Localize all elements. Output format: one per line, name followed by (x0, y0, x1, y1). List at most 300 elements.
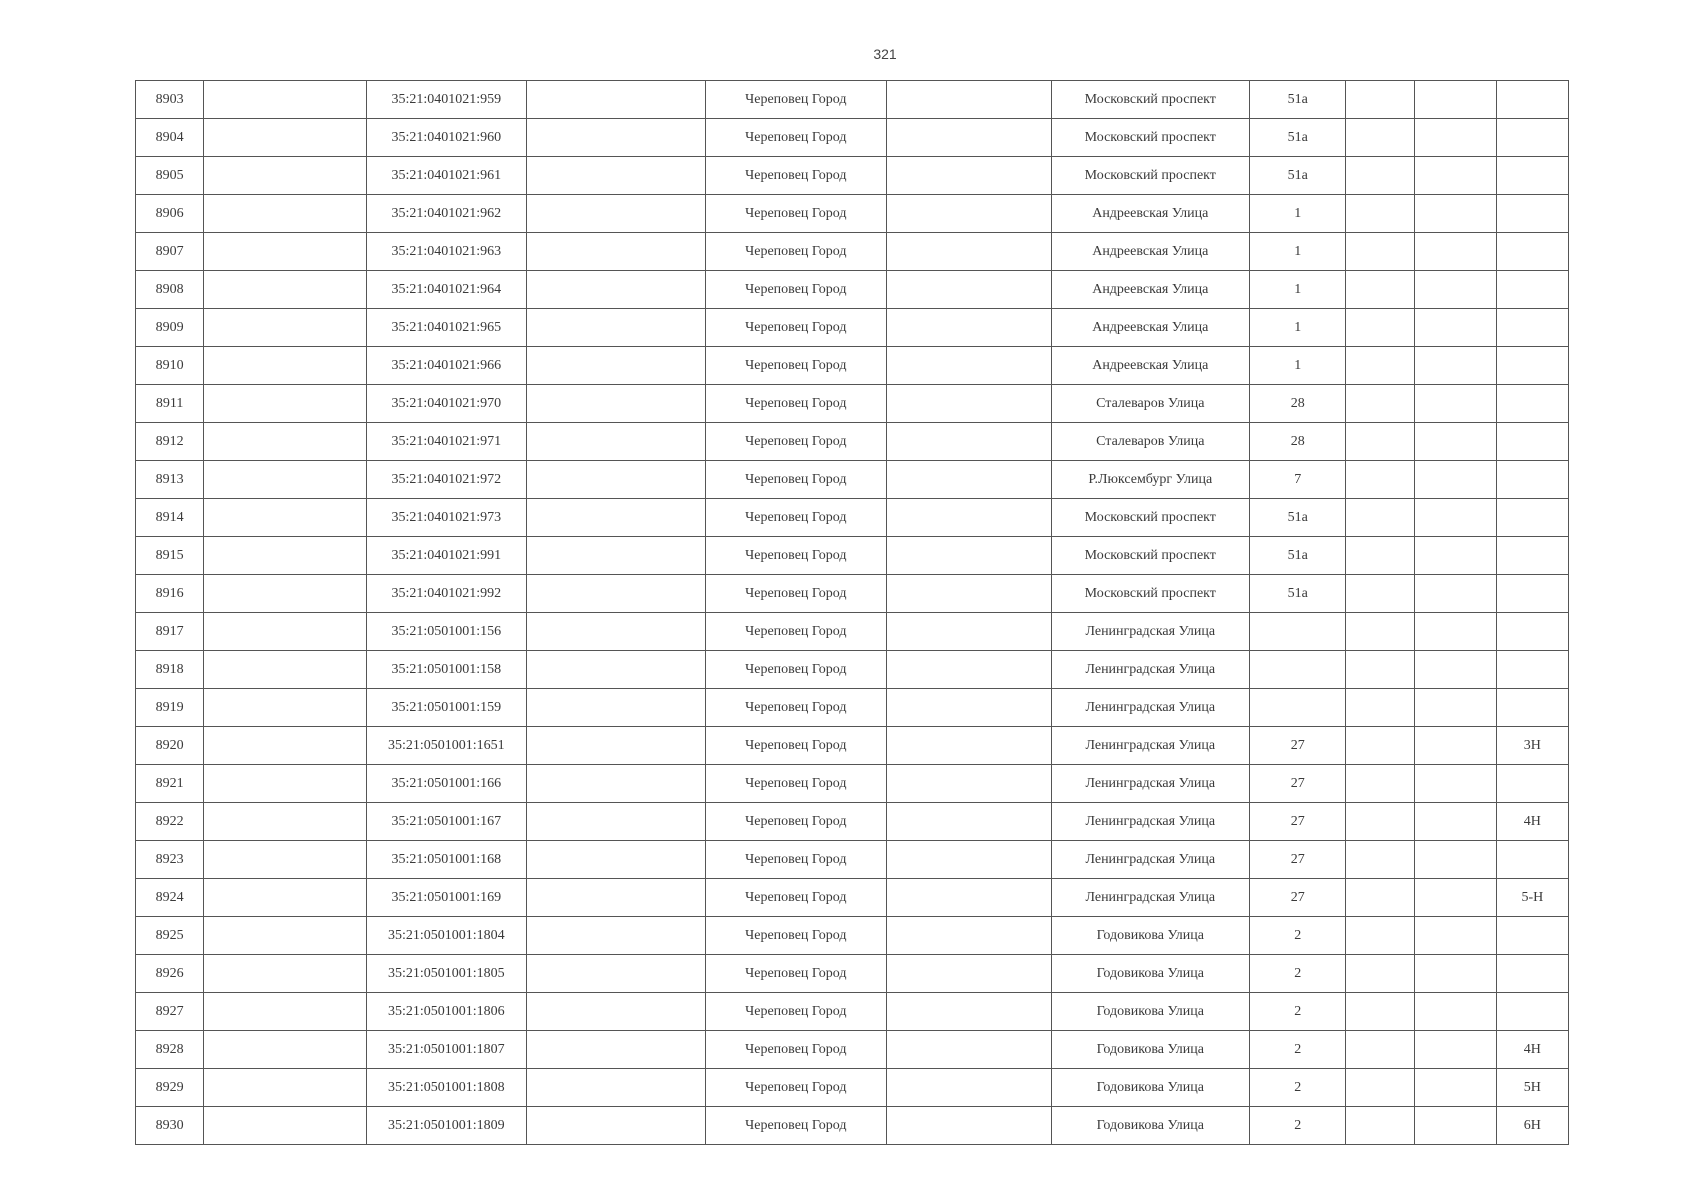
cell-room (1496, 689, 1568, 727)
cell-cadastral-number: 35:21:0401021:992 (366, 575, 526, 613)
cell-row-number: 8923 (136, 841, 204, 879)
table-row (136, 1031, 1569, 1069)
cell-street: Ленинградская Улица (1051, 613, 1250, 651)
cell-street: Ленинградская Улица (1051, 727, 1250, 765)
cell-empty (204, 841, 366, 879)
cell-room (1496, 157, 1568, 195)
cell-cadastral-number: 35:21:0501001:1809 (366, 1107, 526, 1145)
cell-empty (1346, 841, 1414, 879)
cell-house: 51а (1250, 81, 1346, 119)
cell-street: Ленинградская Улица (1051, 651, 1250, 689)
cell-street: Московский проспект (1051, 157, 1250, 195)
cell-cadastral-number: 35:21:0501001:1807 (366, 1031, 526, 1069)
cell-empty (204, 651, 366, 689)
cell-row-number: 8912 (136, 423, 204, 461)
table-row (136, 841, 1569, 879)
cell-street: Годовикова Улица (1051, 917, 1250, 955)
cell-house: 27 (1250, 765, 1346, 803)
cell-room (1496, 233, 1568, 271)
cell-city: Череповец Город (705, 309, 887, 347)
cell-house: 51а (1250, 499, 1346, 537)
cell-house (1250, 689, 1346, 727)
cell-city: Череповец Город (705, 347, 887, 385)
page-number: 321 (873, 46, 897, 62)
cell-empty (527, 1107, 705, 1145)
cell-empty (1346, 499, 1414, 537)
cell-house: 28 (1250, 385, 1346, 423)
cell-street: Годовикова Улица (1051, 993, 1250, 1031)
cell-empty (204, 993, 366, 1031)
cell-street: Ленинградская Улица (1051, 765, 1250, 803)
table-row (136, 385, 1569, 423)
cell-empty (1414, 119, 1496, 157)
cell-empty (887, 81, 1051, 119)
cell-empty (1414, 841, 1496, 879)
table-row (136, 233, 1569, 271)
table-row (136, 271, 1569, 309)
cell-empty (527, 119, 705, 157)
cell-empty (1346, 423, 1414, 461)
cell-empty (887, 917, 1051, 955)
cell-city: Череповец Город (705, 689, 887, 727)
table-row (136, 119, 1569, 157)
cell-city: Череповец Город (705, 727, 887, 765)
cell-empty (1346, 765, 1414, 803)
cell-row-number: 8906 (136, 195, 204, 233)
cell-cadastral-number: 35:21:0401021:963 (366, 233, 526, 271)
table-row (136, 765, 1569, 803)
table-row (136, 81, 1569, 119)
cell-empty (887, 309, 1051, 347)
cell-empty (527, 309, 705, 347)
cell-empty (1414, 765, 1496, 803)
cell-empty (1414, 575, 1496, 613)
cell-city: Череповец Город (705, 195, 887, 233)
cell-empty (1346, 1031, 1414, 1069)
cell-empty (527, 1069, 705, 1107)
table-body (136, 81, 1569, 1145)
cell-cadastral-number: 35:21:0501001:1805 (366, 955, 526, 993)
cell-empty (1346, 461, 1414, 499)
cell-row-number: 8907 (136, 233, 204, 271)
cell-empty (887, 955, 1051, 993)
cell-empty (887, 119, 1051, 157)
cell-empty (887, 499, 1051, 537)
cell-empty (204, 499, 366, 537)
cell-empty (1414, 157, 1496, 195)
cell-empty (204, 803, 366, 841)
cell-city: Череповец Город (705, 119, 887, 157)
table-row (136, 575, 1569, 613)
cell-row-number: 8903 (136, 81, 204, 119)
cell-city: Череповец Город (705, 271, 887, 309)
cell-empty (1414, 1069, 1496, 1107)
cell-empty (204, 157, 366, 195)
cell-room (1496, 651, 1568, 689)
cell-empty (204, 765, 366, 803)
cell-street: Московский проспект (1051, 537, 1250, 575)
cell-cadastral-number: 35:21:0501001:167 (366, 803, 526, 841)
cell-empty (1346, 575, 1414, 613)
cell-empty (887, 195, 1051, 233)
cell-empty (527, 157, 705, 195)
cell-street: Годовикова Улица (1051, 1031, 1250, 1069)
table-row (136, 461, 1569, 499)
cell-empty (204, 575, 366, 613)
cell-empty (527, 1031, 705, 1069)
cell-empty (1346, 651, 1414, 689)
cell-room (1496, 423, 1568, 461)
table-row (136, 879, 1569, 917)
cell-street: Андреевская Улица (1051, 309, 1250, 347)
cell-row-number: 8921 (136, 765, 204, 803)
cell-empty (527, 727, 705, 765)
cell-empty (1414, 461, 1496, 499)
cell-row-number: 8914 (136, 499, 204, 537)
cell-street: Годовикова Улица (1051, 955, 1250, 993)
cell-row-number: 8922 (136, 803, 204, 841)
cell-house: 51а (1250, 575, 1346, 613)
cell-empty (1346, 233, 1414, 271)
cell-house: 2 (1250, 993, 1346, 1031)
cell-empty (1346, 1107, 1414, 1145)
cell-empty (527, 803, 705, 841)
cell-empty (887, 1031, 1051, 1069)
cell-cadastral-number: 35:21:0401021:962 (366, 195, 526, 233)
cell-city: Череповец Город (705, 1107, 887, 1145)
cell-cadastral-number: 35:21:0401021:959 (366, 81, 526, 119)
cell-house: 2 (1250, 955, 1346, 993)
cell-city: Череповец Город (705, 841, 887, 879)
cell-empty (887, 1107, 1051, 1145)
cell-empty (1414, 651, 1496, 689)
cell-house (1250, 613, 1346, 651)
cell-cadastral-number: 35:21:0501001:166 (366, 765, 526, 803)
cell-empty (1346, 347, 1414, 385)
cell-empty (887, 993, 1051, 1031)
cell-city: Череповец Город (705, 917, 887, 955)
cell-empty (1414, 993, 1496, 1031)
cell-cadastral-number: 35:21:0401021:972 (366, 461, 526, 499)
cell-room: 4Н (1496, 803, 1568, 841)
cell-room (1496, 613, 1568, 651)
cell-empty (204, 689, 366, 727)
cell-house: 2 (1250, 1069, 1346, 1107)
cell-empty (527, 841, 705, 879)
table-row (136, 537, 1569, 575)
cell-empty (204, 81, 366, 119)
cell-street: Московский проспект (1051, 119, 1250, 157)
cell-empty (887, 651, 1051, 689)
cell-empty (527, 461, 705, 499)
cell-empty (1414, 385, 1496, 423)
cell-empty (1346, 195, 1414, 233)
cell-cadastral-number: 35:21:0401021:971 (366, 423, 526, 461)
cell-row-number: 8911 (136, 385, 204, 423)
table-row (136, 499, 1569, 537)
cell-room (1496, 195, 1568, 233)
cell-empty (527, 613, 705, 651)
cell-cadastral-number: 35:21:0501001:1804 (366, 917, 526, 955)
cell-cadastral-number: 35:21:0501001:158 (366, 651, 526, 689)
cell-room (1496, 81, 1568, 119)
cell-room (1496, 955, 1568, 993)
cell-empty (887, 423, 1051, 461)
cell-empty (887, 537, 1051, 575)
cell-empty (887, 157, 1051, 195)
cell-city: Череповец Город (705, 537, 887, 575)
cell-empty (204, 1069, 366, 1107)
cell-row-number: 8910 (136, 347, 204, 385)
cell-cadastral-number: 35:21:0401021:973 (366, 499, 526, 537)
cell-house: 1 (1250, 233, 1346, 271)
table-row (136, 1069, 1569, 1107)
cell-empty (204, 347, 366, 385)
cell-empty (887, 727, 1051, 765)
cell-empty (887, 689, 1051, 727)
cell-house: 1 (1250, 271, 1346, 309)
cell-street: Московский проспект (1051, 499, 1250, 537)
cell-room (1496, 119, 1568, 157)
cell-empty (887, 347, 1051, 385)
cell-house: 2 (1250, 917, 1346, 955)
cell-city: Череповец Город (705, 803, 887, 841)
table-row (136, 651, 1569, 689)
cell-empty (1414, 955, 1496, 993)
cell-empty (1414, 233, 1496, 271)
cell-empty (527, 423, 705, 461)
cell-empty (887, 233, 1051, 271)
cell-cadastral-number: 35:21:0501001:1808 (366, 1069, 526, 1107)
cell-cadastral-number: 35:21:0401021:964 (366, 271, 526, 309)
cell-cadastral-number: 35:21:0401021:961 (366, 157, 526, 195)
cell-empty (527, 651, 705, 689)
cell-room (1496, 575, 1568, 613)
table-row (136, 195, 1569, 233)
cell-cadastral-number: 35:21:0501001:156 (366, 613, 526, 651)
cell-city: Череповец Город (705, 879, 887, 917)
cell-house: 28 (1250, 423, 1346, 461)
cell-street: Андреевская Улица (1051, 347, 1250, 385)
cell-empty (1414, 195, 1496, 233)
cell-empty (204, 195, 366, 233)
cell-room (1496, 347, 1568, 385)
cell-cadastral-number: 35:21:0501001:159 (366, 689, 526, 727)
cell-row-number: 8915 (136, 537, 204, 575)
cell-empty (1346, 157, 1414, 195)
cell-city: Череповец Город (705, 1069, 887, 1107)
cell-row-number: 8913 (136, 461, 204, 499)
cell-house: 7 (1250, 461, 1346, 499)
cell-empty (1414, 309, 1496, 347)
cell-city: Череповец Город (705, 499, 887, 537)
table-row (136, 309, 1569, 347)
cell-empty (204, 385, 366, 423)
cell-room: 5-Н (1496, 879, 1568, 917)
cell-row-number: 8927 (136, 993, 204, 1031)
cell-city: Череповец Город (705, 955, 887, 993)
cell-city: Череповец Город (705, 993, 887, 1031)
cell-house: 2 (1250, 1107, 1346, 1145)
cell-house: 51а (1250, 537, 1346, 575)
cell-empty (887, 271, 1051, 309)
cell-room: 4Н (1496, 1031, 1568, 1069)
table-row (136, 689, 1569, 727)
cell-cadastral-number: 35:21:0501001:1806 (366, 993, 526, 1031)
cell-empty (1414, 423, 1496, 461)
cell-empty (1346, 879, 1414, 917)
table-row (136, 613, 1569, 651)
cell-street: Андреевская Улица (1051, 271, 1250, 309)
cell-empty (1414, 271, 1496, 309)
cell-cadastral-number: 35:21:0501001:1651 (366, 727, 526, 765)
cell-row-number: 8917 (136, 613, 204, 651)
cell-street: Сталеваров Улица (1051, 423, 1250, 461)
cell-empty (204, 271, 366, 309)
cell-row-number: 8918 (136, 651, 204, 689)
cell-house (1250, 651, 1346, 689)
cell-empty (887, 575, 1051, 613)
cell-empty (1346, 537, 1414, 575)
table-row (136, 157, 1569, 195)
cell-empty (1346, 81, 1414, 119)
cell-house: 27 (1250, 727, 1346, 765)
cell-empty (1346, 917, 1414, 955)
cell-empty (527, 81, 705, 119)
cell-cadastral-number: 35:21:0401021:991 (366, 537, 526, 575)
cell-empty (204, 1107, 366, 1145)
cell-empty (1414, 727, 1496, 765)
cell-empty (1346, 271, 1414, 309)
cell-empty (887, 765, 1051, 803)
cell-house: 2 (1250, 1031, 1346, 1069)
cell-room (1496, 271, 1568, 309)
cell-city: Череповец Город (705, 423, 887, 461)
cell-empty (887, 385, 1051, 423)
cell-empty (1414, 689, 1496, 727)
cell-street: Годовикова Улица (1051, 1069, 1250, 1107)
cell-house: 27 (1250, 841, 1346, 879)
cell-room (1496, 461, 1568, 499)
cell-room (1496, 309, 1568, 347)
cell-city: Череповец Город (705, 575, 887, 613)
cell-empty (204, 613, 366, 651)
cell-cadastral-number: 35:21:0401021:966 (366, 347, 526, 385)
cell-empty (887, 841, 1051, 879)
cell-empty (1414, 1031, 1496, 1069)
cell-empty (887, 803, 1051, 841)
cell-empty (1346, 119, 1414, 157)
table-row (136, 993, 1569, 1031)
cell-room: 6Н (1496, 1107, 1568, 1145)
cell-house: 51а (1250, 119, 1346, 157)
table-row (136, 917, 1569, 955)
cell-empty (527, 575, 705, 613)
cell-empty (1414, 81, 1496, 119)
cell-row-number: 8929 (136, 1069, 204, 1107)
cell-row-number: 8919 (136, 689, 204, 727)
cell-empty (527, 765, 705, 803)
cell-row-number: 8909 (136, 309, 204, 347)
cell-empty (204, 955, 366, 993)
cell-city: Череповец Город (705, 157, 887, 195)
cell-room (1496, 499, 1568, 537)
cell-house: 27 (1250, 803, 1346, 841)
cell-empty (887, 613, 1051, 651)
table-row (136, 423, 1569, 461)
cell-empty (204, 727, 366, 765)
cell-cadastral-number: 35:21:0401021:970 (366, 385, 526, 423)
cell-cadastral-number: 35:21:0501001:168 (366, 841, 526, 879)
cell-empty (527, 689, 705, 727)
cell-empty (887, 1069, 1051, 1107)
cell-empty (1414, 1107, 1496, 1145)
cell-empty (527, 879, 705, 917)
cell-row-number: 8916 (136, 575, 204, 613)
cell-empty (1414, 499, 1496, 537)
cell-empty (1414, 613, 1496, 651)
cell-street: Московский проспект (1051, 81, 1250, 119)
table-row (136, 347, 1569, 385)
cell-empty (1346, 689, 1414, 727)
cell-empty (1346, 1069, 1414, 1107)
cell-empty (1346, 803, 1414, 841)
cell-row-number: 8908 (136, 271, 204, 309)
cell-street: Ленинградская Улица (1051, 879, 1250, 917)
cell-row-number: 8905 (136, 157, 204, 195)
cell-house: 1 (1250, 195, 1346, 233)
cell-empty (527, 993, 705, 1031)
cell-empty (204, 1031, 366, 1069)
cell-empty (1346, 955, 1414, 993)
cell-street: Р.Люксембург Улица (1051, 461, 1250, 499)
cell-empty (887, 461, 1051, 499)
cell-empty (1414, 537, 1496, 575)
cell-room (1496, 841, 1568, 879)
registry-table (135, 80, 1569, 1145)
cell-room: 3Н (1496, 727, 1568, 765)
table-row (136, 955, 1569, 993)
cell-empty (204, 119, 366, 157)
table-row (136, 803, 1569, 841)
cell-row-number: 8920 (136, 727, 204, 765)
cell-street: Андреевская Улица (1051, 195, 1250, 233)
cell-row-number: 8930 (136, 1107, 204, 1145)
cell-street: Ленинградская Улица (1051, 689, 1250, 727)
cell-empty (1346, 727, 1414, 765)
cell-room (1496, 537, 1568, 575)
cell-empty (1414, 879, 1496, 917)
cell-city: Череповец Город (705, 613, 887, 651)
cell-empty (204, 233, 366, 271)
cell-empty (1346, 385, 1414, 423)
cell-street: Московский проспект (1051, 575, 1250, 613)
cell-row-number: 8928 (136, 1031, 204, 1069)
cell-street: Андреевская Улица (1051, 233, 1250, 271)
cell-empty (527, 233, 705, 271)
cell-room: 5Н (1496, 1069, 1568, 1107)
cell-street: Годовикова Улица (1051, 1107, 1250, 1145)
cell-empty (1346, 993, 1414, 1031)
cell-empty (527, 537, 705, 575)
cell-empty (527, 955, 705, 993)
cell-empty (1346, 309, 1414, 347)
cell-city: Череповец Город (705, 765, 887, 803)
cell-empty (1346, 613, 1414, 651)
cell-empty (204, 537, 366, 575)
cell-street: Сталеваров Улица (1051, 385, 1250, 423)
cell-empty (1414, 347, 1496, 385)
